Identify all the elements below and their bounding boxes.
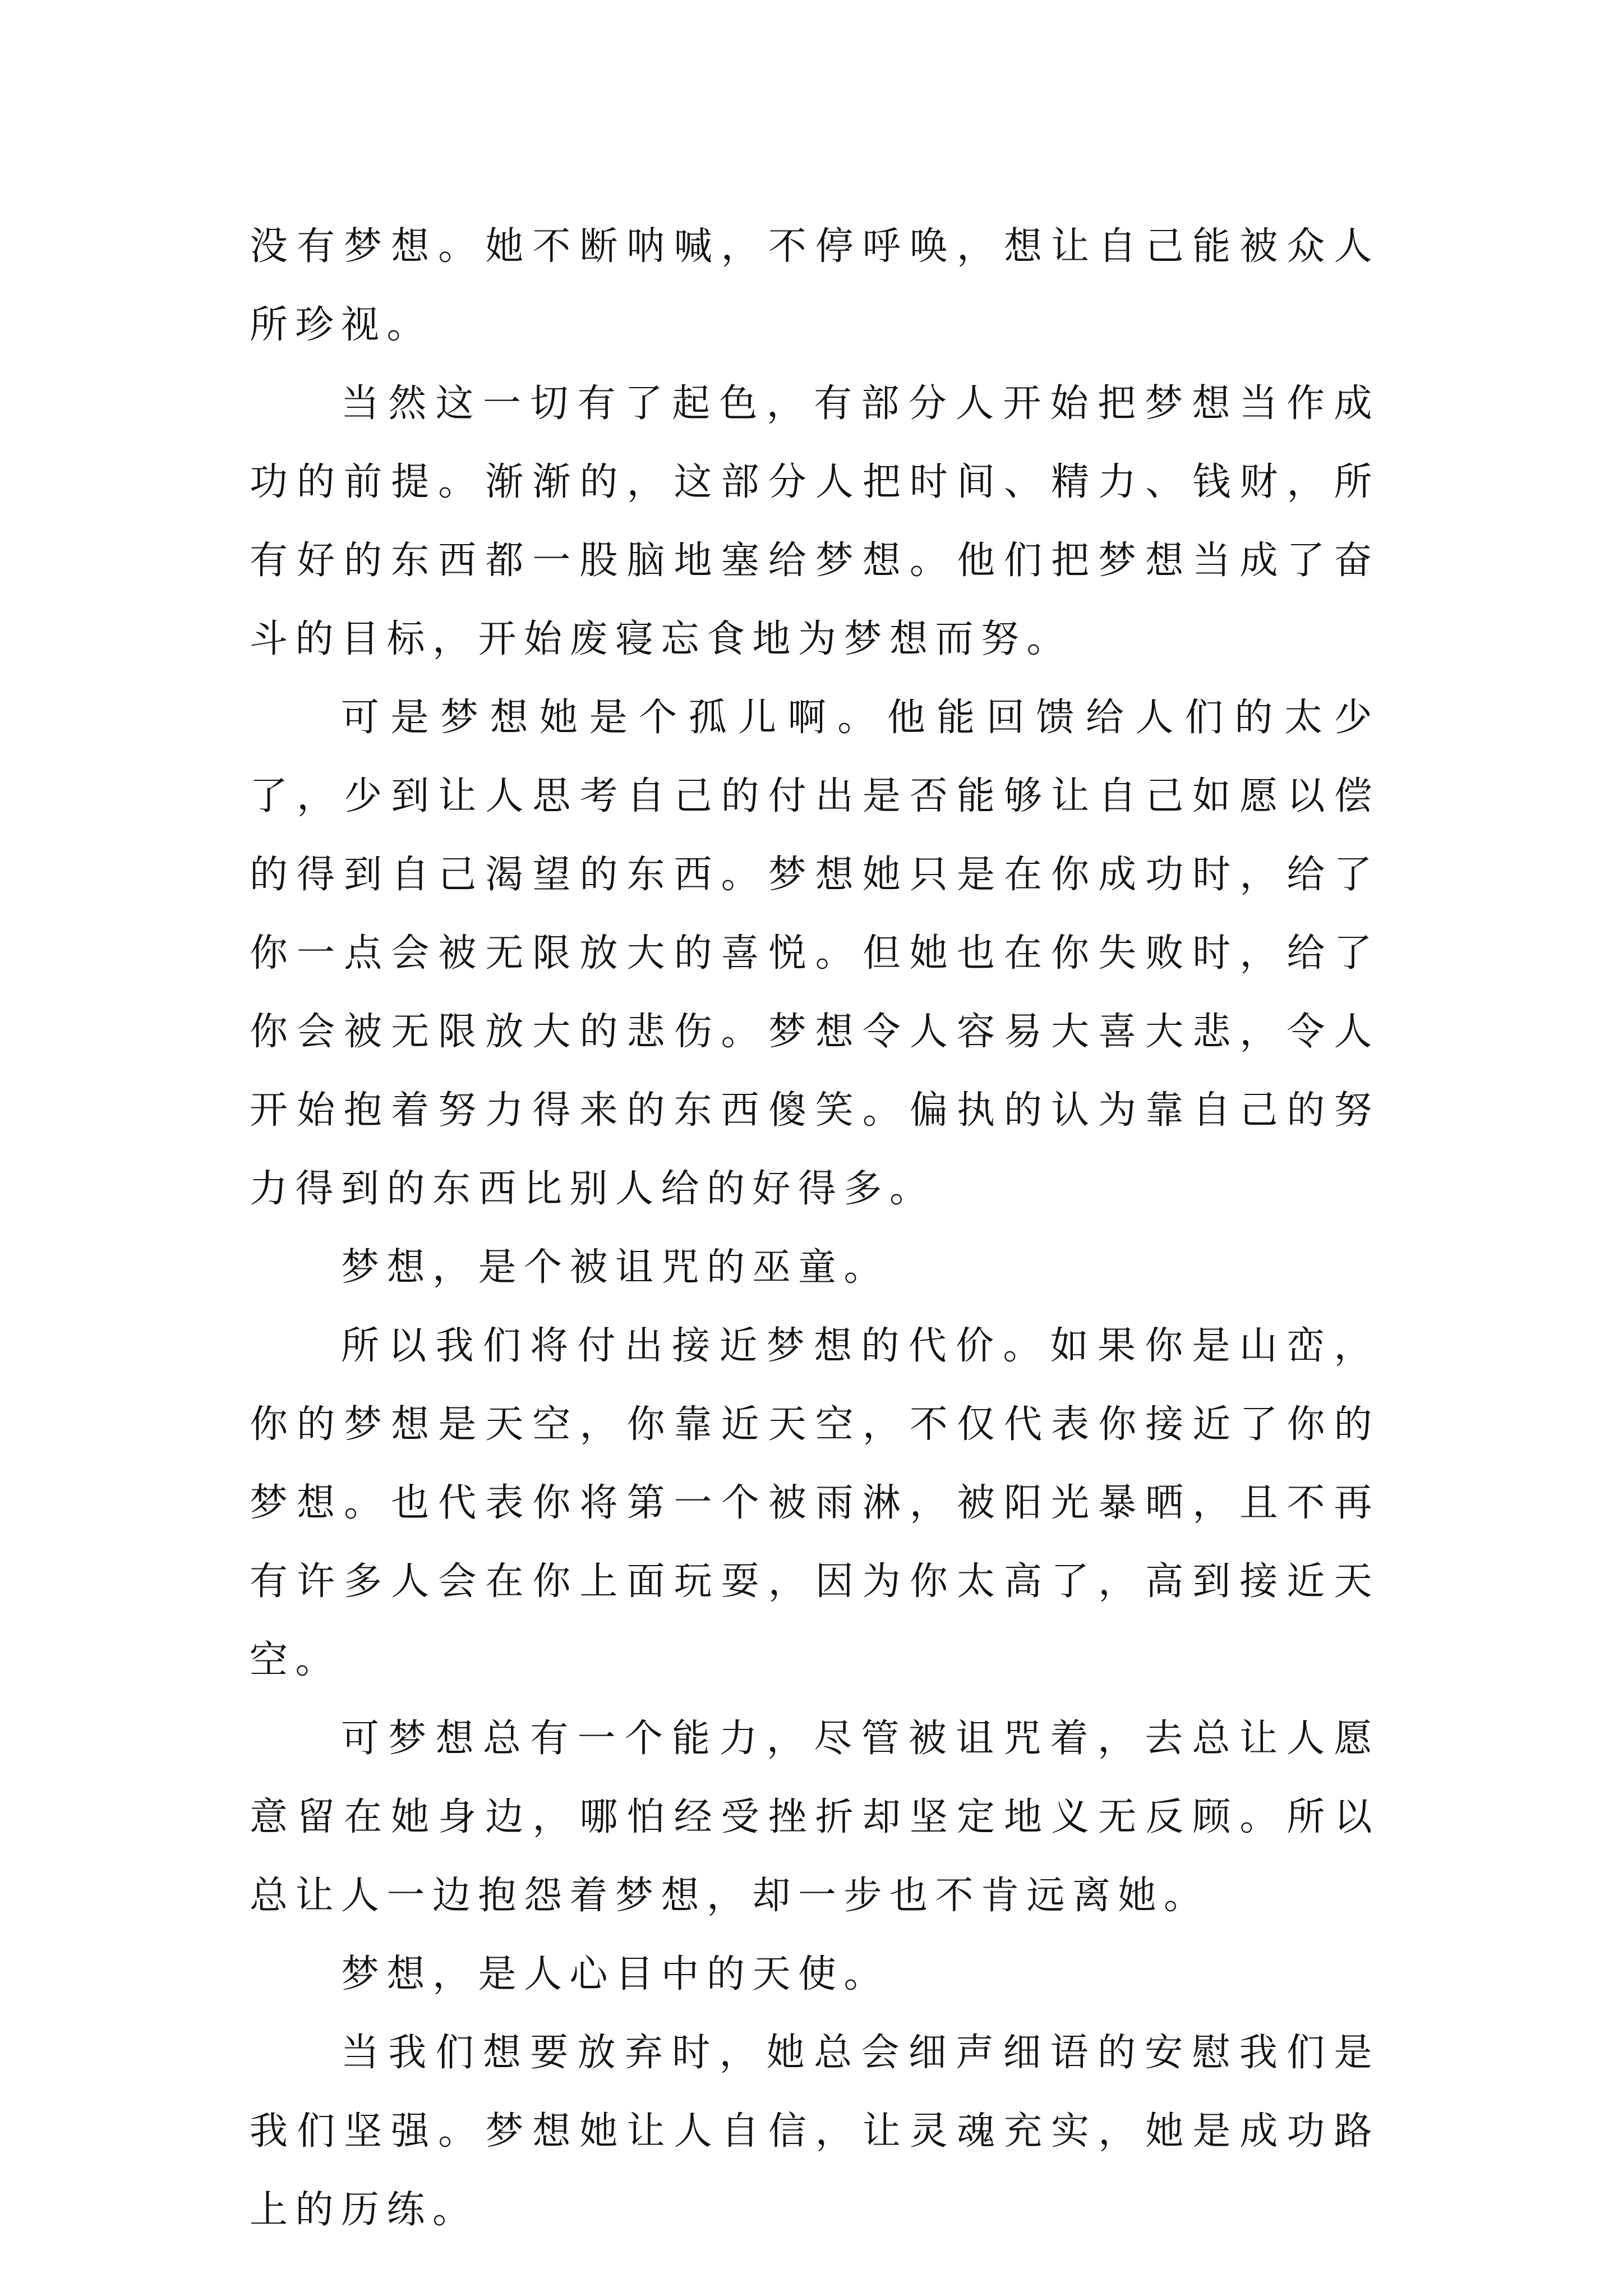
paragraph-6: 可梦想总有一个能力，尽管被诅咒着，去总让人愿意留在她身边，哪怕经受挫折却坚定地义无反顾。所以总让人一边抱怨着梦想，却一步也不肯远离她。 [250, 1717, 1380, 1918]
document-body [250, 208, 1380, 2249]
paragraph-1: 没有梦想。她不断呐喊，不停呼唤，想让自己能被众人所珍视。 [250, 224, 1380, 347]
paragraph-2: 当然这一切有了起色，有部分人开始把梦想当作成功的前提。渐渐的，这部分人把时间、精力、钱财，所有好的东西都一股脑地塞给梦想。他们把梦想当成了奋斗的目标，开始废寝忘食地为梦想而努。 [250, 381, 1380, 661]
paragraph-5: 所以我们将付出接近梦想的代价。如果你是山峦，你的梦想是天空，你靠近天空，不仅代表你接近了你的梦想。也代表你将第一个被雨淋，被阳光暴晒，且不再有许多人会在你上面玩耍，因为你太高了，高到接近天空。 [250, 1324, 1380, 1682]
paragraph-7: 梦想，是人心目中的天使。 [341, 1952, 890, 1996]
paragraph-8: 当我们想要放弃时，她总会细声细语的安慰我们是我们坚强。梦想她让人自信，让灵魂充实，她是成功路上的历练。 [250, 2031, 1380, 2232]
paragraph-4: 梦想，是个被诅咒的巫童。 [341, 1245, 890, 1290]
paragraph-3: 可是梦想她是个孤儿啊。他能回馈给人们的太少了，少到让人思考自己的付出是否能够让自己如愿以偿的得到自己渴望的东西。梦想她只是在你成功时，给了你一点会被无限放大的喜悦。但她也在你失败时，给了你会被无限放大的悲伤。梦想令人容易大喜大悲，令人开始抱着努力得来的东西傻笑。偏执的认为靠自己的努力得到的东西比别人给的好得多。 [250, 696, 1380, 1211]
